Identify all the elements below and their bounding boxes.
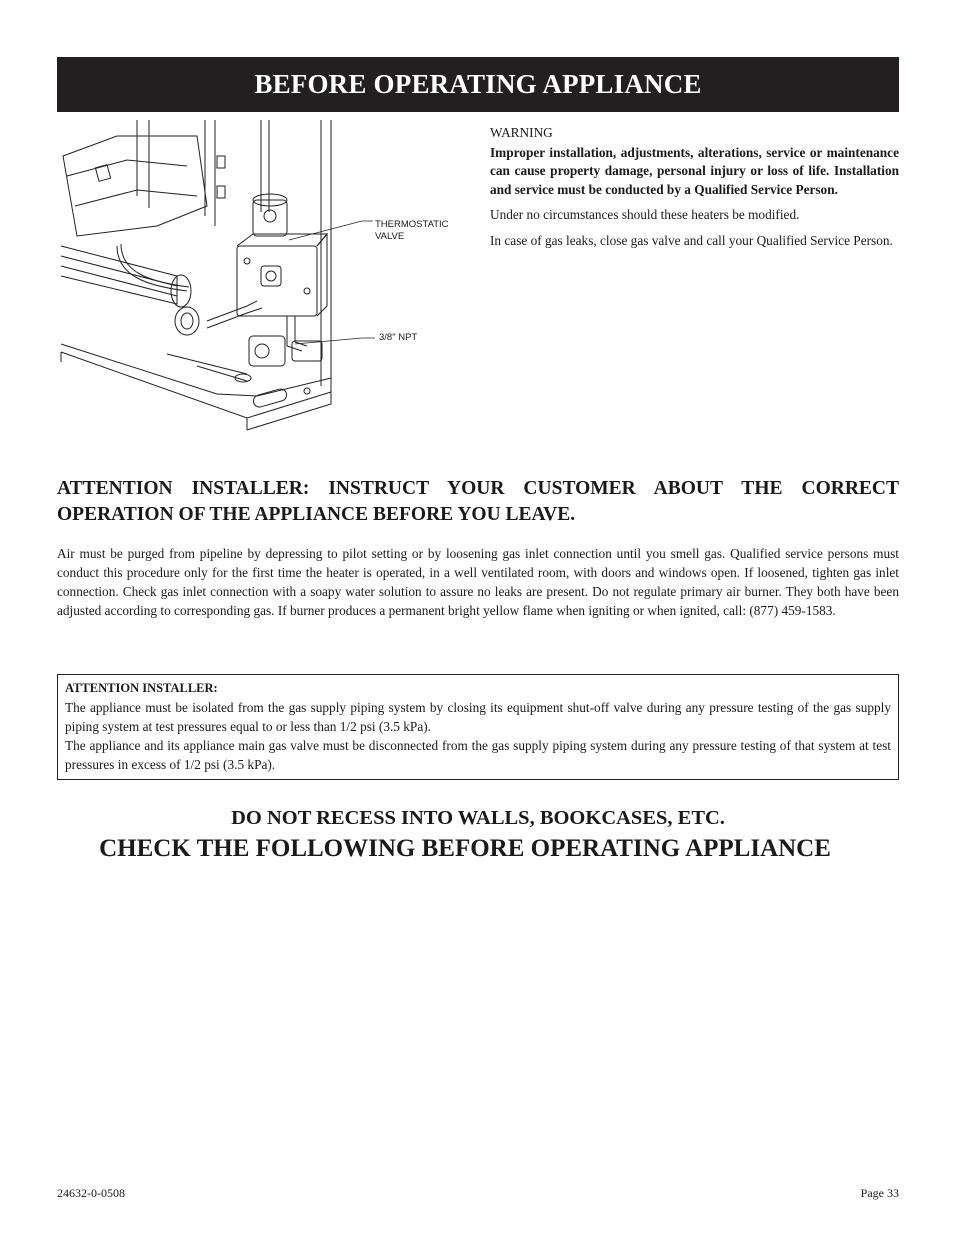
page-title-banner [57,57,899,112]
box-para-isolate: The appliance must be isolated from the gas supply piping system by closing its equipment shut-off valve during any pressure testing of the gas supply piping system at test pressures equal to or less than 1/2 psi (3.5 kPa). [65,700,891,734]
warning-column [490,124,899,257]
page-title: BEFORE OPERATING APPLIANCE [254,69,702,99]
page-number: Page 33 [860,1186,899,1200]
warning-modify-note: Under no circumstances should these heaters be modified. [490,207,800,222]
installer-heading: ATTENTION INSTALLER: INSTRUCT YOUR CUSTOMER ABOUT THE CORRECT OPERATION OF THE APPLIANCE BEFORE YOU LEAVE. [57,478,899,525]
purge-instructions: Air must be purged from pipeline by depressing to pilot setting or by loosening gas inlet connection until you smell gas. Qualified service persons must conduct this procedure only for the first time the heater is operated, in a well ventilated room, with doors and windows open. If loosened, tighten gas inlet connection. Check gas inlet connection with a soapy water solution to assure no leaks are present. Do not regulate primary air burner. They both have been adjusted according to corresponding gas. If burner produces a permanent bright yellow flame when igniting or when ignited, call: (877) 459-1583. [57,546,899,618]
recess-warning: DO NOT RECESS INTO WALLS, BOOKCASES, ETC. [231,807,725,829]
attention-installer-box [57,674,899,780]
doc-number: 24632-0-0508 [57,1186,125,1200]
box-para-disconnect: The appliance and its appliance main gas valve must be disconnected from the gas supply piping system during any pressure testing of that system at test pressures in excess of 1/2 psi (3.5 kPa). [65,738,891,772]
callout-npt: 3/8" NPT [379,332,418,343]
callout-valve: VALVE [375,231,405,242]
box-title: ATTENTION INSTALLER: [65,681,218,695]
warning-bold-text: Improper installation, adjustments, alterations, service or maintenance can cause property damage, personal injury or loss of life. Installation and service must be conducted by a Qualified Service Person. [490,144,899,197]
warning-title: WARNING [490,125,553,140]
check-heading: CHECK THE FOLLOWING BEFORE OPERATING APPLIANCE [99,835,831,862]
thermostatic-valve-diagram [57,116,477,438]
callout-thermostatic: THERMOSTATIC [375,219,449,230]
warning-leak-note: In case of gas leaks, close gas valve and call your Qualified Service Person. [490,232,893,248]
